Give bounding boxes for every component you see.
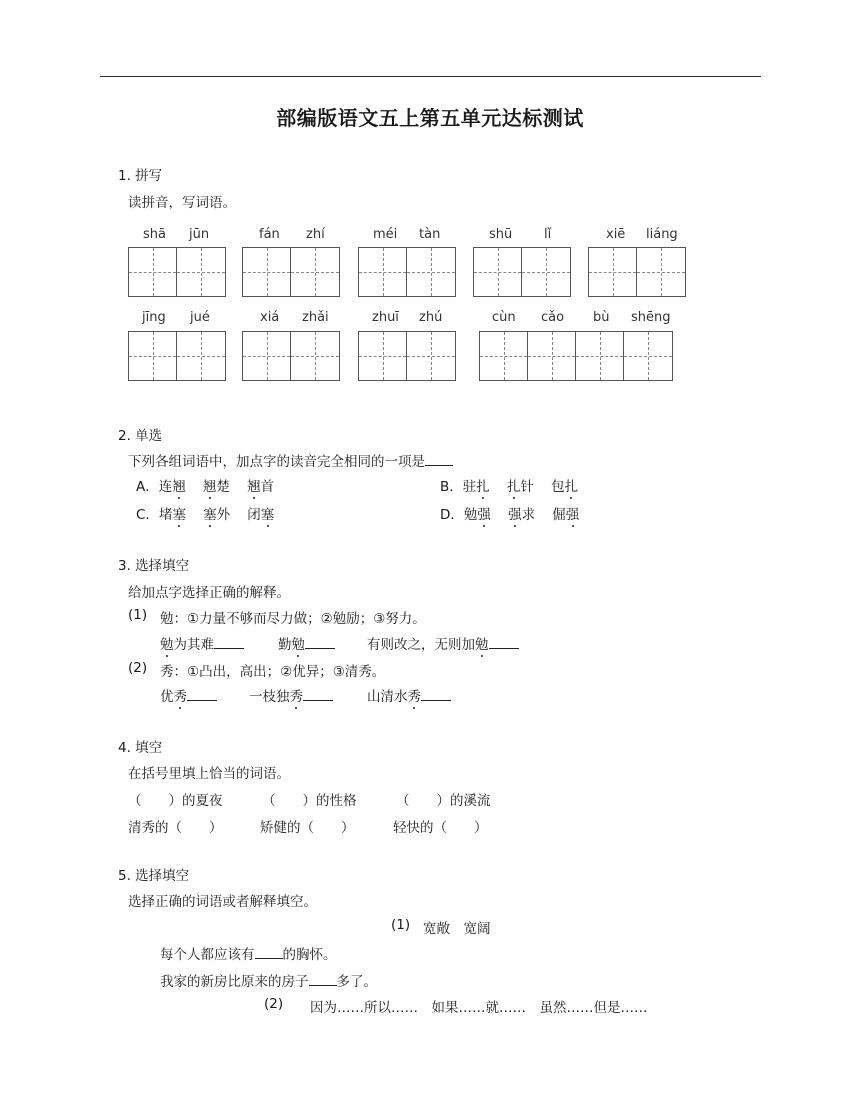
fill-sentence: 每个人都应该有 的胸怀。: [160, 947, 337, 963]
writing-grid[interactable]: [128, 331, 226, 381]
pinyin: shū: [489, 227, 513, 242]
writing-grid[interactable]: [128, 247, 226, 297]
fill-item: 优秀: [160, 685, 217, 705]
pinyin: zhí: [306, 227, 325, 242]
answer-blank[interactable]: [425, 452, 453, 466]
sub-question-number: (2): [128, 660, 148, 676]
answer-blank[interactable]: [421, 687, 451, 701]
pinyin: jué: [190, 310, 210, 325]
definition: 秀：①凸出，高出；②优异；③清秀。: [160, 664, 386, 680]
sub-question-number: (1): [128, 607, 148, 623]
writing-grid[interactable]: [588, 247, 686, 297]
fill-item[interactable]: 清秀的（ ）: [128, 820, 223, 836]
q2-header: 2. 单选: [118, 428, 163, 444]
q3-header: 3. 选择填空: [118, 558, 190, 574]
q4-header: 4. 填空: [118, 740, 163, 756]
pinyin: liáng: [646, 227, 678, 242]
fill-item: 一枝独秀: [249, 685, 333, 705]
word-choices: 因为……所以…… 如果……就…… 虽然……但是……: [310, 1000, 648, 1016]
pinyin: shēng: [631, 310, 671, 325]
page-title: 部编版语文五上第五单元达标测试: [276, 106, 584, 130]
pinyin: zhǎi: [302, 310, 329, 325]
pinyin: tàn: [419, 227, 441, 242]
pinyin: fán: [259, 227, 280, 242]
pinyin: méi: [373, 227, 398, 242]
writing-grid[interactable]: [473, 247, 571, 297]
pinyin: xiá: [260, 310, 280, 325]
q5-instruction: 选择正确的词语或者解释填空。: [128, 894, 317, 910]
word-choices: 宽敞 宽阔: [423, 921, 491, 937]
pinyin: jūn: [189, 227, 210, 242]
fill-item[interactable]: 轻快的（ ）: [393, 820, 488, 836]
pinyin: shā: [143, 227, 166, 242]
option-d[interactable]: D．勉强 强求 倔强: [440, 503, 579, 523]
q4-instruction: 在括号里填上恰当的词语。: [128, 766, 290, 782]
fill-item: 勉为其难: [160, 633, 244, 653]
fill-item: 勤勉: [278, 633, 335, 653]
fill-item[interactable]: （ ）的性格: [262, 793, 357, 809]
pinyin: xiē: [606, 227, 626, 242]
fill-item: 有则改之，无则加勉: [367, 633, 519, 653]
writing-grid[interactable]: [242, 247, 340, 297]
header-rule: [100, 76, 761, 77]
q1-header: 1. 拼写: [118, 168, 163, 184]
answer-blank[interactable]: [305, 635, 335, 649]
pinyin: zhuī: [372, 310, 399, 325]
pinyin: cùn: [492, 310, 516, 325]
fill-sentence: 我家的新房比原来的房子 多了。: [160, 974, 377, 990]
fill-item[interactable]: （ ）的夏夜: [128, 793, 223, 809]
q2-stem: 下列各组词语中，加点字的读音完全相同的一项是: [128, 450, 453, 470]
pinyin: jīng: [142, 310, 166, 325]
pinyin: bù: [593, 310, 610, 325]
writing-grid[interactable]: [358, 247, 456, 297]
fill-item[interactable]: 矫健的（ ）: [260, 820, 355, 836]
answer-blank[interactable]: [489, 635, 519, 649]
writing-grid[interactable]: [242, 331, 340, 381]
answer-blank[interactable]: [309, 972, 337, 986]
pinyin: zhú: [419, 310, 443, 325]
answer-blank[interactable]: [187, 687, 217, 701]
fill-item: 山清水秀: [367, 685, 451, 705]
sub-question-number: (2): [264, 996, 284, 1012]
sub-question-number: (1): [391, 917, 411, 933]
pinyin: cǎo: [541, 310, 565, 325]
writing-grid[interactable]: [358, 331, 456, 381]
option-b[interactable]: B．驻扎 扎针 包扎: [440, 475, 578, 495]
answer-blank[interactable]: [255, 945, 283, 959]
option-c[interactable]: C．堵塞 塞外 闭塞: [136, 503, 274, 523]
answer-blank[interactable]: [214, 635, 244, 649]
pinyin: lǐ: [544, 227, 552, 242]
definition: 勉：①力量不够而尽力做；②勉励；③努力。: [160, 611, 426, 627]
q3-instruction: 给加点字选择正确的解释。: [128, 585, 290, 601]
q1-instruction: 读拼音，写词语。: [128, 195, 236, 211]
answer-blank[interactable]: [303, 687, 333, 701]
writing-grid[interactable]: [479, 331, 673, 381]
fill-item[interactable]: （ ）的溪流: [396, 793, 491, 809]
q5-header: 5. 选择填空: [118, 868, 190, 884]
option-a[interactable]: A．连翘 翘楚 翘首: [136, 475, 274, 495]
